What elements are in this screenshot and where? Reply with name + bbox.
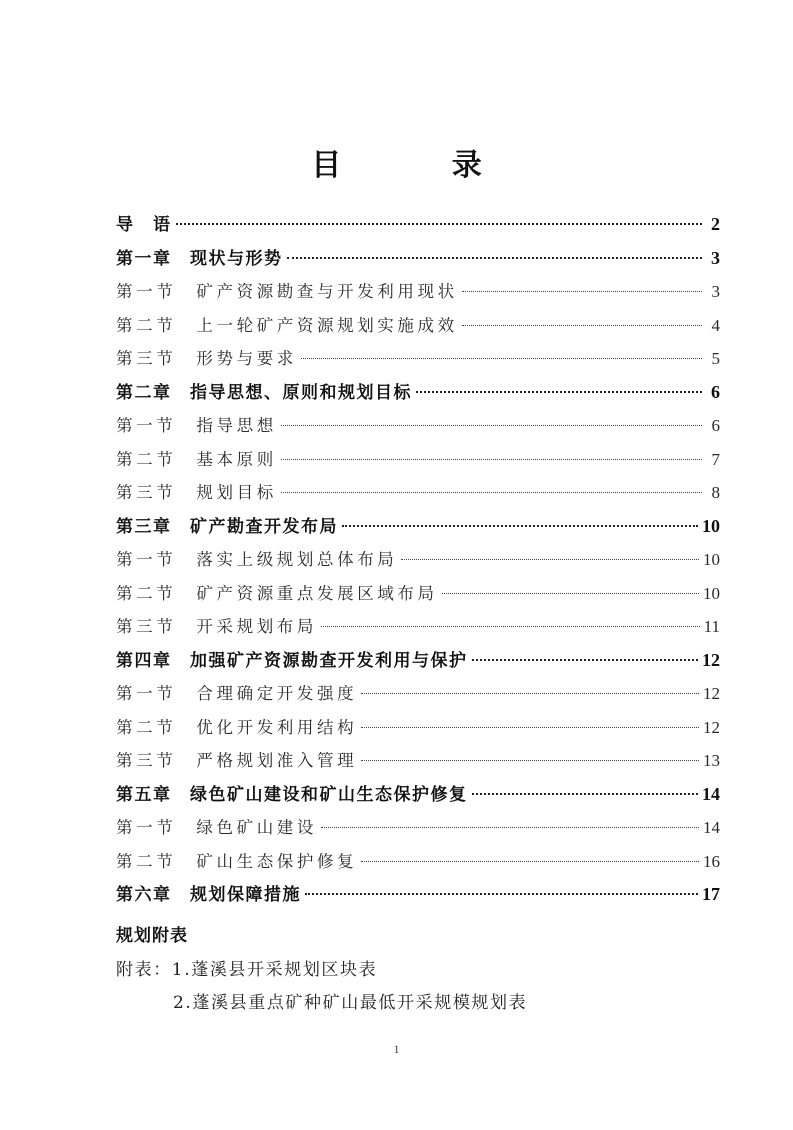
toc-section-row[interactable] [116, 677, 720, 711]
toc-entry-page: 14 [703, 818, 720, 837]
dot-leader [321, 827, 699, 828]
toc-section-row[interactable] [116, 744, 720, 778]
toc-entry-page: 10 [703, 583, 720, 603]
dot-leader [176, 223, 703, 225]
toc-chapter-row[interactable] [116, 242, 720, 276]
toc-section-row[interactable] [116, 342, 720, 376]
toc-entry-label: 第三节 严格规划准入管理 [116, 751, 358, 770]
page-number: 1 [393, 1042, 400, 1056]
toc-section-row[interactable] [116, 610, 720, 644]
toc-entry-label: 第二节 上一轮矿产资源规划实施成效 [116, 315, 458, 335]
toc-entry-page: 17 [702, 884, 720, 904]
toc-entry-label: 第一节 矿产资源勘查与开发利用现状 [116, 282, 458, 301]
toc-entry-label: 第二节 基本原则 [116, 449, 277, 469]
dot-leader [401, 559, 699, 560]
dot-leader [361, 727, 699, 728]
dot-leader [342, 525, 698, 527]
toc-section-row[interactable] [116, 543, 720, 577]
toc-entry-page: 5 [711, 349, 720, 368]
toc-section-row[interactable] [116, 443, 720, 477]
toc-entry-label: 第三章 矿产勘查开发布局 [116, 516, 338, 537]
dot-leader [462, 325, 702, 326]
toc-section-row[interactable] [116, 409, 720, 443]
toc-entry-label: 第二章 指导思想、原则和规划目标 [116, 382, 412, 403]
toc-section-row[interactable] [116, 711, 720, 745]
toc-section-row[interactable] [116, 309, 720, 343]
dot-leader [287, 257, 703, 259]
appendix-heading: 规划附表 [116, 926, 188, 946]
toc-entry-label: 第二节 矿山生态保护修复 [116, 851, 358, 871]
toc-entry-page: 12 [702, 649, 720, 670]
dot-leader [361, 693, 699, 694]
toc-entry-label: 第一节 落实上级规划总体布局 [116, 550, 398, 569]
toc-entry-page: 16 [703, 851, 720, 871]
toc-entry-label: 第六章 规划保障措施 [116, 885, 301, 905]
toc-entry-page: 2 [711, 214, 720, 234]
toc-chapter-row[interactable] [116, 644, 720, 678]
dot-leader [416, 391, 702, 393]
toc-chapter-row[interactable] [116, 208, 720, 242]
appendix-item-1[interactable]: 附表：1.蓬溪县开采规划区块表 [116, 960, 378, 980]
toc-entry-page: 10 [702, 515, 720, 536]
dot-leader [442, 593, 699, 594]
dot-leader [472, 659, 699, 661]
toc-entry-label: 导 语 [116, 215, 172, 235]
toc-entry-label: 第一节 绿色矿山建设 [116, 818, 317, 837]
toc-entry-label: 第一章 现状与形势 [116, 248, 283, 269]
toc-entry-label: 第四章 加强矿产资源勘查开发利用与保护 [116, 650, 468, 671]
toc-entry-page: 13 [703, 751, 720, 770]
table-of-contents [116, 208, 720, 912]
dot-leader [361, 861, 699, 862]
toc-section-row[interactable] [116, 577, 720, 611]
toc-entry-label: 第一节 指导思想 [116, 416, 277, 435]
toc-entry-label: 第一节 合理确定开发强度 [116, 684, 358, 703]
toc-section-row[interactable] [116, 275, 720, 309]
toc-entry-page: 6 [711, 416, 720, 435]
dot-leader [305, 893, 698, 895]
toc-entry-page: 14 [702, 783, 720, 804]
toc-chapter-row[interactable] [116, 510, 720, 544]
toc-entry-page: 7 [711, 449, 720, 469]
toc-entry-label: 第二节 矿产资源重点发展区域布局 [116, 583, 438, 603]
toc-entry-label: 第二节 优化开发利用结构 [116, 717, 358, 737]
toc-entry-page: 12 [703, 717, 720, 737]
toc-entry-page: 12 [703, 684, 720, 703]
toc-entry-page: 8 [711, 483, 720, 502]
dot-leader [462, 291, 702, 292]
toc-section-row[interactable] [116, 476, 720, 510]
dot-leader [321, 626, 700, 627]
toc-title: 目 录 [311, 148, 532, 183]
toc-chapter-row[interactable] [116, 376, 720, 410]
toc-entry-label: 第三节 规划目标 [116, 483, 277, 502]
toc-entry-page: 10 [703, 550, 720, 569]
dot-leader [281, 459, 702, 460]
dot-leader [281, 492, 702, 493]
toc-section-row[interactable] [116, 845, 720, 879]
toc-entry-page: 11 [703, 617, 720, 636]
dot-leader [281, 425, 702, 426]
toc-entry-page: 3 [711, 282, 720, 301]
dot-leader [472, 793, 699, 795]
dot-leader [301, 358, 702, 359]
appendix-item-2[interactable]: 2.蓬溪县重点矿种矿山最低开采规模规划表 [173, 993, 528, 1013]
toc-entry-page: 3 [711, 247, 720, 268]
toc-chapter-row[interactable] [116, 878, 720, 912]
toc-entry-label: 第五章 绿色矿山建设和矿山生态保护修复 [116, 784, 468, 805]
toc-entry-label: 第三节 形势与要求 [116, 349, 297, 368]
dot-leader [361, 760, 699, 761]
toc-section-row[interactable] [116, 811, 720, 845]
toc-entry-label: 第三节 开采规划布局 [116, 617, 317, 636]
toc-chapter-row[interactable] [116, 778, 720, 812]
toc-entry-page: 4 [711, 315, 720, 335]
toc-entry-page: 6 [711, 381, 720, 402]
